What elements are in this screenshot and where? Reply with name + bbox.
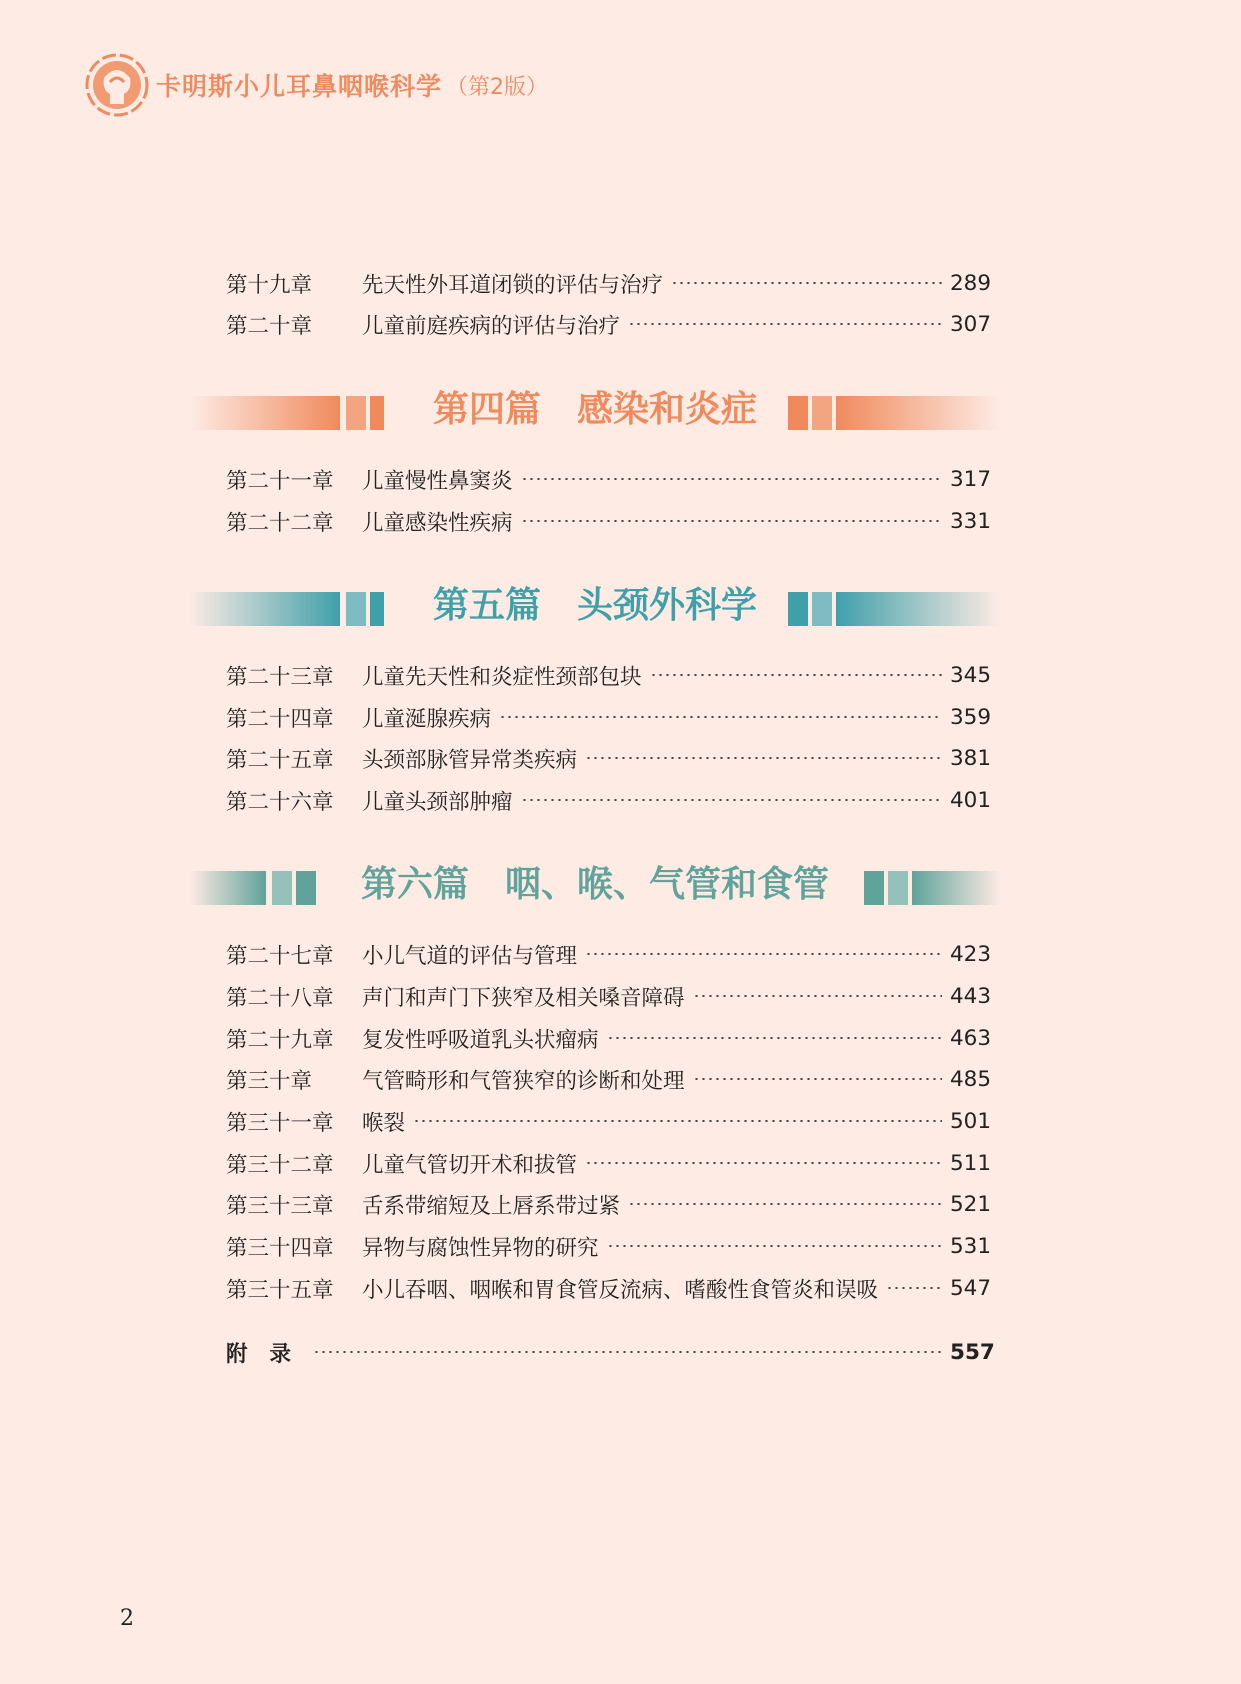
dot-leader bbox=[521, 478, 942, 480]
decorative-bar bbox=[812, 592, 832, 626]
chapter-number: 第二十一章 bbox=[226, 468, 334, 494]
toc-entry[interactable] bbox=[226, 1146, 990, 1180]
dot-leader bbox=[671, 282, 942, 284]
toc-entry[interactable] bbox=[226, 504, 990, 538]
dot-leader bbox=[886, 1287, 942, 1289]
dot-leader bbox=[313, 1351, 942, 1353]
toc-entry[interactable] bbox=[226, 658, 990, 692]
chapter-title: 儿童慢性鼻窦炎 bbox=[362, 468, 513, 494]
decorative-bar bbox=[346, 592, 366, 626]
decorative-bar bbox=[272, 871, 292, 905]
page-number: 443 bbox=[950, 983, 992, 1009]
chapter-title: 头颈部脉管异常类疾病 bbox=[362, 747, 578, 773]
page-number: 359 bbox=[950, 704, 992, 730]
chapter-number: 第二十六章 bbox=[226, 789, 334, 815]
chapter-number: 第二十三章 bbox=[226, 664, 334, 690]
decorative-bar bbox=[836, 396, 1000, 430]
dot-leader bbox=[585, 1162, 942, 1164]
decorative-bar bbox=[346, 396, 366, 430]
chapter-title: 复发性呼吸道乳头状瘤病 bbox=[362, 1027, 599, 1053]
chapter-title: 儿童头颈部肿瘤 bbox=[362, 789, 513, 815]
page-number: 289 bbox=[950, 270, 992, 296]
dot-leader bbox=[650, 674, 942, 676]
decorative-bar bbox=[296, 871, 316, 905]
page-number: 381 bbox=[950, 745, 992, 771]
dot-leader bbox=[413, 1120, 942, 1122]
part-heading-5 bbox=[190, 580, 1000, 632]
chapter-title: 小儿吞咽、咽喉和胃食管反流病、嗜酸性食管炎和误吸 bbox=[362, 1277, 879, 1303]
chapter-title: 儿童涎腺疾病 bbox=[362, 706, 492, 732]
dot-leader bbox=[607, 1037, 942, 1039]
part-heading-6 bbox=[190, 859, 1000, 911]
toc-entry[interactable] bbox=[226, 979, 990, 1013]
chapter-title: 儿童气管切开术和拔管 bbox=[362, 1152, 578, 1178]
toc-entry[interactable] bbox=[226, 1021, 990, 1055]
dot-leader bbox=[521, 520, 942, 522]
toc-entry[interactable] bbox=[226, 1187, 990, 1221]
toc-entry[interactable] bbox=[226, 783, 990, 817]
decorative-bar bbox=[912, 871, 1000, 905]
ent-head-logo-icon bbox=[84, 52, 150, 118]
chapter-number: 第三十一章 bbox=[226, 1110, 334, 1136]
decorative-bar bbox=[788, 396, 808, 430]
decorative-bar bbox=[888, 871, 908, 905]
chapter-number: 第二十二章 bbox=[226, 510, 334, 536]
dot-leader bbox=[628, 323, 942, 325]
decorative-bar bbox=[812, 396, 832, 430]
chapter-number: 第三十四章 bbox=[226, 1235, 334, 1261]
chapter-title: 儿童感染性疾病 bbox=[362, 510, 513, 536]
chapter-number: 第十九章 bbox=[226, 272, 313, 298]
chapter-number: 第二十八章 bbox=[226, 985, 334, 1011]
page-number: 345 bbox=[950, 662, 992, 688]
decorative-bar bbox=[370, 396, 384, 430]
toc-entry[interactable] bbox=[226, 307, 990, 341]
chapter-number: 第二十九章 bbox=[226, 1027, 334, 1053]
chapter-title: 小儿气道的评估与管理 bbox=[362, 943, 578, 969]
page-number-footer: 2 bbox=[120, 1606, 134, 1631]
toc-entry-appendix[interactable] bbox=[226, 1335, 995, 1369]
part-heading-4 bbox=[190, 384, 1000, 436]
chapter-title: 儿童前庭疾病的评估与治疗 bbox=[362, 313, 621, 339]
dot-leader bbox=[693, 1078, 942, 1080]
chapter-number: 第二十四章 bbox=[226, 706, 334, 732]
running-header bbox=[84, 52, 548, 118]
toc-entry[interactable] bbox=[226, 266, 990, 300]
chapter-number: 第二十章 bbox=[226, 313, 313, 339]
decorative-bar bbox=[370, 592, 384, 626]
page-number: 463 bbox=[950, 1025, 992, 1051]
decorative-bar bbox=[190, 871, 266, 905]
chapter-number: 第三十章 bbox=[226, 1068, 313, 1094]
decorative-bar bbox=[190, 396, 340, 430]
dot-leader bbox=[521, 799, 942, 801]
page-number: 557 bbox=[950, 1339, 995, 1365]
chapter-number: 第三十三章 bbox=[226, 1193, 334, 1219]
toc-entry[interactable] bbox=[226, 741, 990, 775]
page-number: 511 bbox=[950, 1150, 992, 1176]
chapter-title: 气管畸形和气管狭窄的诊断和处理 bbox=[362, 1068, 685, 1094]
part-title: 第五篇 头颈外科学 bbox=[432, 585, 758, 626]
toc-entry[interactable] bbox=[226, 1229, 990, 1263]
dot-leader bbox=[585, 953, 942, 955]
page-number: 521 bbox=[950, 1191, 992, 1217]
toc-entry[interactable] bbox=[226, 1104, 990, 1138]
chapter-title: 儿童先天性和炎症性颈部包块 bbox=[362, 664, 642, 690]
part-title: 第四篇 感染和炎症 bbox=[432, 389, 758, 430]
dot-leader bbox=[628, 1203, 942, 1205]
chapter-title: 先天性外耳道闭锁的评估与治疗 bbox=[362, 272, 664, 298]
decorative-bar bbox=[864, 871, 884, 905]
page-number: 485 bbox=[950, 1066, 992, 1092]
chapter-number: 第二十七章 bbox=[226, 943, 334, 969]
chapter-title: 喉裂 bbox=[362, 1110, 406, 1136]
page-number: 547 bbox=[950, 1275, 992, 1301]
chapter-number: 第二十五章 bbox=[226, 747, 334, 773]
chapter-title: 舌系带缩短及上唇系带过紧 bbox=[362, 1193, 621, 1219]
chapter-number: 第三十二章 bbox=[226, 1152, 334, 1178]
toc-entry[interactable] bbox=[226, 1271, 990, 1305]
dot-leader bbox=[693, 995, 942, 997]
page-number: 423 bbox=[950, 941, 992, 967]
dot-leader bbox=[607, 1245, 942, 1247]
toc-entry[interactable] bbox=[226, 937, 990, 971]
book-title: 卡明斯小儿耳鼻咽喉科学 bbox=[156, 72, 443, 101]
decorative-bar bbox=[788, 592, 808, 626]
chapter-title: 声门和声门下狭窄及相关嗓音障碍 bbox=[362, 985, 685, 1011]
chapter-title: 异物与腐蚀性异物的研究 bbox=[362, 1235, 599, 1261]
page-number: 317 bbox=[950, 466, 992, 492]
decorative-bar bbox=[190, 592, 340, 626]
part-title: 第六篇 咽、喉、气管和食管 bbox=[360, 864, 830, 905]
toc-entry[interactable] bbox=[226, 700, 990, 734]
appendix-label: 附录 bbox=[226, 1341, 314, 1367]
toc-entry[interactable] bbox=[226, 462, 990, 496]
dot-leader bbox=[585, 757, 942, 759]
page-number: 531 bbox=[950, 1233, 992, 1259]
page-number: 331 bbox=[950, 508, 992, 534]
page-number: 401 bbox=[950, 787, 992, 813]
decorative-bar bbox=[836, 592, 1000, 626]
dot-leader bbox=[499, 716, 942, 718]
toc-entry[interactable] bbox=[226, 1062, 990, 1096]
chapter-number: 第三十五章 bbox=[226, 1277, 334, 1303]
page-number: 501 bbox=[950, 1108, 992, 1134]
book-edition: （第2版） bbox=[446, 74, 549, 100]
page-number: 307 bbox=[950, 311, 992, 337]
